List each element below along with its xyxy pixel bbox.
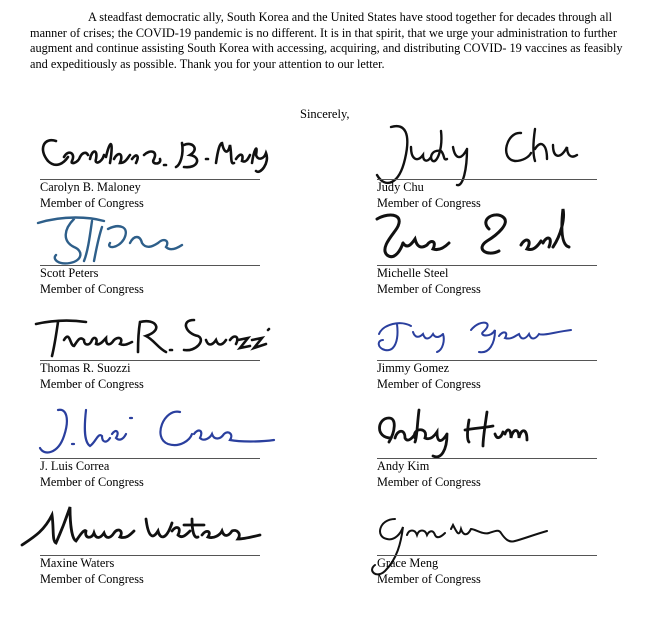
signature-block-steel [377, 205, 597, 295]
signer-title: Member of Congress [377, 475, 481, 489]
signer-title: Member of Congress [377, 377, 481, 391]
signature-block-waters [40, 495, 260, 585]
signature-block-peters [40, 205, 260, 295]
letter-paragraph-text: A steadfast democratic ally, South Korea and the United States have stood together for decades through all manner of crises; the COVID-19 pandemic is no different. It is in that spirit, that we urge your administration to further augment and continue assisting South Korea with accessing, acquiring, and distributing COVID- 19 vaccines as feasibly and expeditiously as possible. Thank you for your attention to our letter. [30, 10, 623, 71]
signer-name: Scott Peters [40, 266, 99, 280]
closing-salutation: Sincerely, [300, 107, 350, 121]
signature-block-correa [40, 398, 260, 488]
signer-title: Member of Congress [40, 572, 144, 586]
signature-block-maloney [40, 119, 260, 209]
signer-title: Member of Congress [377, 572, 481, 586]
signer-name: Thomas R. Suozzi [40, 361, 131, 375]
signer-name: Michelle Steel [377, 266, 449, 280]
signature-block-gomez [377, 300, 597, 390]
signer-name: Carolyn B. Maloney [40, 180, 141, 194]
signer-title: Member of Congress [40, 196, 144, 210]
signer-name: J. Luis Correa [40, 459, 110, 473]
signer-title: Member of Congress [40, 377, 144, 391]
signature-block-chu [377, 119, 597, 209]
signature-block-kim [377, 398, 597, 488]
signature-block-suozzi [40, 300, 260, 390]
signer-title: Member of Congress [377, 282, 481, 296]
signer-name: Andy Kim [377, 459, 430, 473]
signer-title: Member of Congress [40, 475, 144, 489]
signer-name: Judy Chu [377, 180, 424, 194]
signer-title: Member of Congress [377, 196, 481, 210]
signer-name: Maxine Waters [40, 556, 115, 570]
signer-name: Grace Meng [377, 556, 439, 570]
letter-body-paragraph [30, 10, 630, 72]
signer-title: Member of Congress [40, 282, 144, 296]
signer-name: Jimmy Gomez [377, 361, 450, 375]
signature-block-meng [377, 495, 597, 585]
